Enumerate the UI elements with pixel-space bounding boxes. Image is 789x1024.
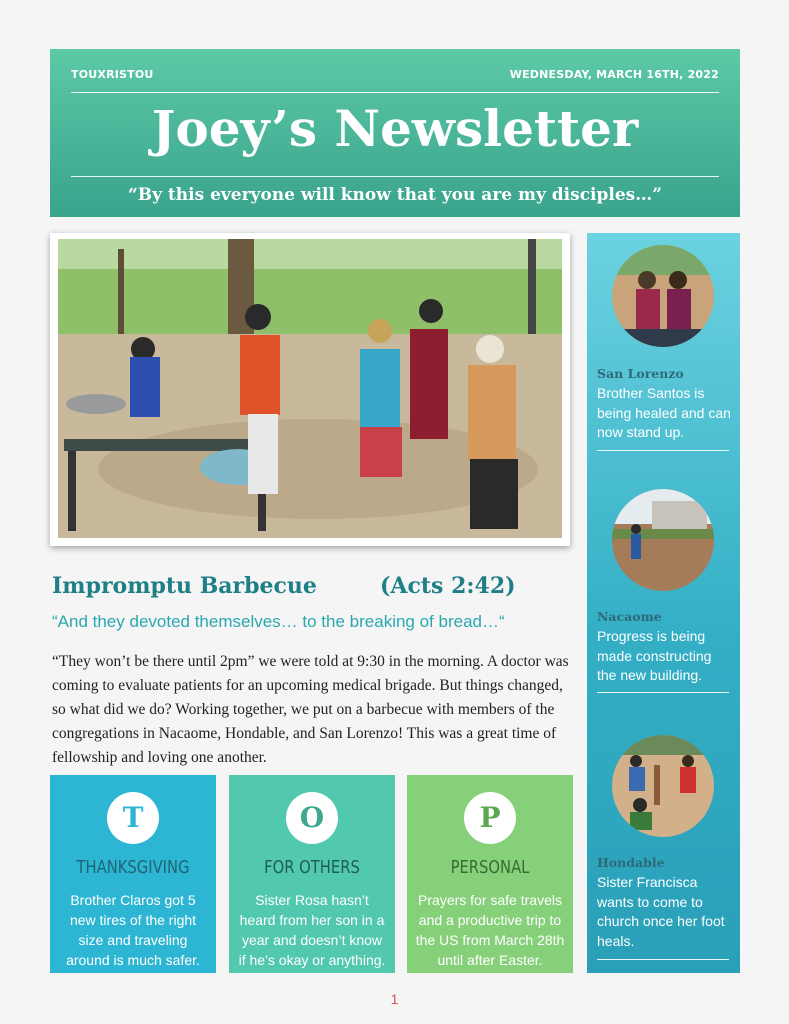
masthead-divider-top bbox=[71, 92, 719, 93]
newsletter-subtitle: “By this everyone will know that you are my disciples…” bbox=[127, 185, 663, 205]
thanksgiving-text: Brother Claros got 5 new tires of the right size and traveling around is much safer. bbox=[66, 892, 200, 968]
main-photo-frame bbox=[50, 233, 570, 546]
san-lorenzo-name: San Lorenzo bbox=[597, 366, 684, 381]
nacaome-text: Progress is being made constructing the new building. bbox=[597, 628, 712, 683]
personal-text: Prayers for safe travels and a productive trip to the US from March 28th until after Easter. bbox=[415, 892, 565, 968]
for-others-text: Sister Rosa hasn’t heard from her son in a year and doesn’t know if he’s okay or anything. bbox=[238, 892, 386, 968]
sidebar-divider bbox=[597, 450, 729, 451]
publisher-label: TOUXRISTOU bbox=[71, 68, 154, 81]
sidebar-divider bbox=[597, 959, 729, 960]
article-body: “They won’t be there until 2pm” we were told at 9:30 in the morning. A doctor was coming to evaluate patients for an upcoming medical brigade. But things changed, so what did we do? Working together, we put on a barbecue with members of the congregations in Nacaome, Hondable, and San Lorenzo! This was a great time of fellowship and loving one another. bbox=[52, 653, 569, 766]
hondable-text: Sister Francisca wants to come to church once her foot heals. bbox=[597, 874, 725, 949]
thanksgiving-box bbox=[50, 775, 216, 973]
letter-t-badge: T bbox=[107, 792, 159, 844]
sidebar bbox=[587, 233, 740, 973]
for-others-heading: FOR OTHERS bbox=[264, 857, 360, 878]
personal-heading: PERSONAL bbox=[450, 857, 530, 878]
for-others-box bbox=[229, 775, 395, 973]
article-quote: “And they devoted themselves… to the breaking of bread…“ bbox=[52, 612, 505, 631]
newsletter-title: Joey’s Newsletter bbox=[151, 99, 639, 158]
letter-o-badge: O bbox=[286, 792, 338, 844]
personal-box bbox=[407, 775, 573, 973]
barbecue-photo bbox=[58, 239, 562, 538]
article-title: Impromptu Barbecue bbox=[52, 573, 317, 599]
sidebar-divider bbox=[597, 692, 729, 693]
nacaome-name: Nacaome bbox=[597, 609, 662, 624]
san-lorenzo-text: Brother Santos is being healed and can now stand up. bbox=[597, 385, 731, 440]
san-lorenzo-photo bbox=[612, 245, 714, 347]
nacaome-photo bbox=[612, 489, 714, 591]
thanksgiving-heading: THANKSGIVING bbox=[76, 857, 190, 878]
hondable-photo bbox=[612, 735, 714, 837]
letter-p-badge: P bbox=[464, 792, 516, 844]
masthead-divider-bottom bbox=[71, 176, 719, 177]
page-number: 1 bbox=[390, 991, 399, 1007]
masthead bbox=[50, 49, 740, 217]
article-reference: (Acts 2:42) bbox=[380, 573, 516, 599]
issue-date: WEDNESDAY, MARCH 16TH, 2022 bbox=[509, 68, 719, 81]
hondable-name: Hondable bbox=[597, 855, 665, 870]
